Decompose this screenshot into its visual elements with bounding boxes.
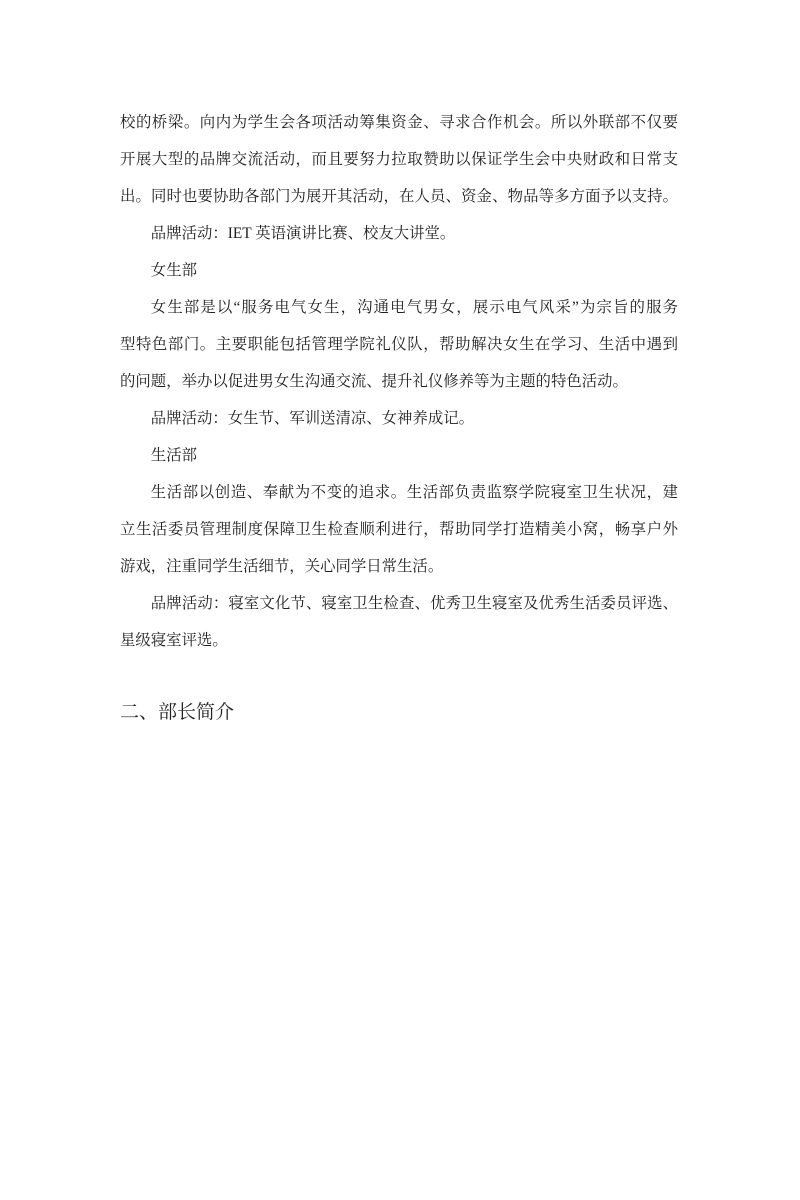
text-line: 女生部 (150, 262, 197, 279)
text-line: 品牌活动：寝室文化节、寝室卫生检查、优秀卫生寝室及优秀生活委员评选、 (150, 595, 678, 612)
text-line: 开展大型的品牌交流活动，而且要努力拉取赞助以保证学生会中央财政和日常支 (120, 151, 678, 168)
text-line: 生活部 (150, 447, 197, 464)
text-line: 立生活委员管理制度保障卫生检查顺利进行，帮助同学打造精美小窝，畅享户外 (120, 521, 678, 538)
text-line: 型特色部门。主要职能包括管理学院礼仪队，帮助解决女生在学习、生活中遇到 (120, 336, 678, 353)
text-line: 女生部是以“服务电气女生，沟通电气男女，展示电气风采”为宗旨的服务 (150, 299, 678, 316)
text-line: 品牌活动：女生节、军训送清凉、女神养成记。 (150, 410, 475, 427)
text-line: 星级寝室评选。 (120, 632, 228, 649)
section-heading: 二、部长简介 (120, 702, 235, 723)
text-line: 出。同时也要协助各部门为展开其活动，在人员、资金、物品等多方面予以支持。 (120, 188, 678, 205)
document-body (120, 104, 678, 659)
text-line: 校的桥梁。向内为学生会各项活动筹集资金、寻求合作机会。所以外联部不仅要 (120, 114, 678, 131)
text-line: 生活部以创造、奉献为不变的追求。生活部负责监察学院寝室卫生状况，建 (150, 484, 678, 501)
text-line: 的问题，举办以促进男女生沟通交流、提升礼仪修养等为主题的特色活动。 (120, 373, 628, 390)
text-line: 游戏，注重同学生活细节，关心同学日常生活。 (120, 558, 444, 575)
text-line: 品牌活动：IET 英语演讲比赛、校友大讲堂。 (150, 225, 456, 242)
